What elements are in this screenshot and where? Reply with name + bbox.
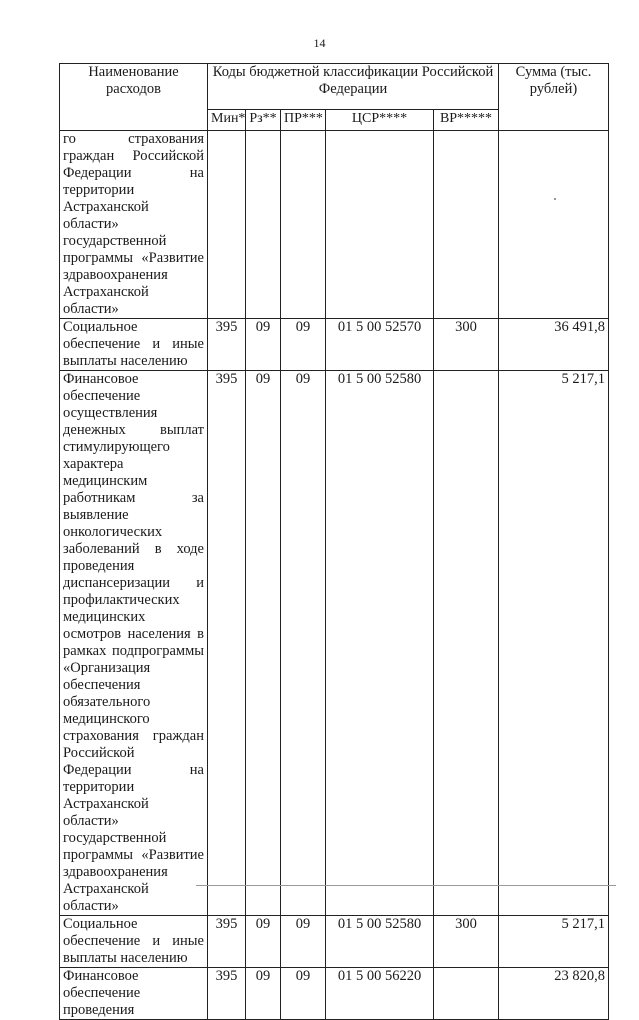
row-csr: 01 5 00 52580 (326, 916, 434, 968)
row-sum (499, 131, 609, 319)
row-rz: 09 (246, 968, 281, 1020)
row-min: 395 (208, 916, 246, 968)
row-csr: 01 5 00 52570 (326, 319, 434, 371)
row-rz (246, 131, 281, 319)
row-pr: 09 (281, 916, 326, 968)
row-sum: 5 217,1 (499, 371, 609, 916)
row-rz: 09 (246, 916, 281, 968)
table-row (60, 131, 609, 319)
row-vr: 300 (434, 319, 499, 371)
row-pr: 09 (281, 319, 326, 371)
row-name: го страхования граждан Российской Федерации на территории Астраханской области» государственной программы «Развитие здравоохранения Астраханской области» (60, 131, 208, 319)
row-vr (434, 371, 499, 916)
header-vr: ВР***** (434, 110, 499, 131)
row-min: 395 (208, 371, 246, 916)
row-vr (434, 968, 499, 1020)
row-csr: 01 5 00 52580 (326, 371, 434, 916)
row-vr (434, 131, 499, 319)
row-name: Социальное обеспечение и иные выплаты населению (60, 916, 208, 968)
row-min: 395 (208, 319, 246, 371)
header-rz: Рз** (246, 110, 281, 131)
header-sum: Сумма (тыс. рублей) (499, 64, 609, 131)
page-number: 14 (313, 36, 326, 50)
row-pr: 09 (281, 968, 326, 1020)
row-name: Финансовое обеспечение проведения (60, 968, 208, 1020)
table-row (60, 968, 609, 1020)
row-rz: 09 (246, 319, 281, 371)
row-min: 395 (208, 968, 246, 1020)
row-sum: 23 820,8 (499, 968, 609, 1020)
row-sum: 5 217,1 (499, 916, 609, 968)
budget-table (59, 63, 609, 1020)
header-codes: Коды бюджетной классификации Российской Федерации (208, 64, 499, 110)
header-name: Наименование расходов (60, 64, 208, 131)
row-csr: 01 5 00 56220 (326, 968, 434, 1020)
table-row (60, 916, 609, 968)
row-pr (281, 131, 326, 319)
header-csr: ЦСР**** (326, 110, 434, 131)
scan-edge-line (196, 885, 616, 886)
row-csr (326, 131, 434, 319)
header-pr: ПР*** (281, 110, 326, 131)
row-min (208, 131, 246, 319)
row-name: Социальное обеспечение и иные выплаты населению (60, 319, 208, 371)
row-rz: 09 (246, 371, 281, 916)
header-min: Мин* (208, 110, 246, 131)
row-vr: 300 (434, 916, 499, 968)
row-pr: 09 (281, 371, 326, 916)
row-sum: 36 491,8 (499, 319, 609, 371)
row-name: Финансовое обеспечение осуществления денежных выплат стимулирующего характера медицинским работникам за выявление онкологических заболеваний в ходе проведения диспансеризации и профилактических медицинских осмотров населения в рамках подпрограммы «Организация обеспечения обязательного медицинского страхования граждан Российской Федерации на территории Астраханской области» государственной программы «Развитие здравоохранения Астраханской области» (60, 371, 208, 916)
header-row (60, 64, 609, 110)
scan-speck (554, 198, 556, 200)
table-row (60, 319, 609, 371)
table-row (60, 371, 609, 916)
